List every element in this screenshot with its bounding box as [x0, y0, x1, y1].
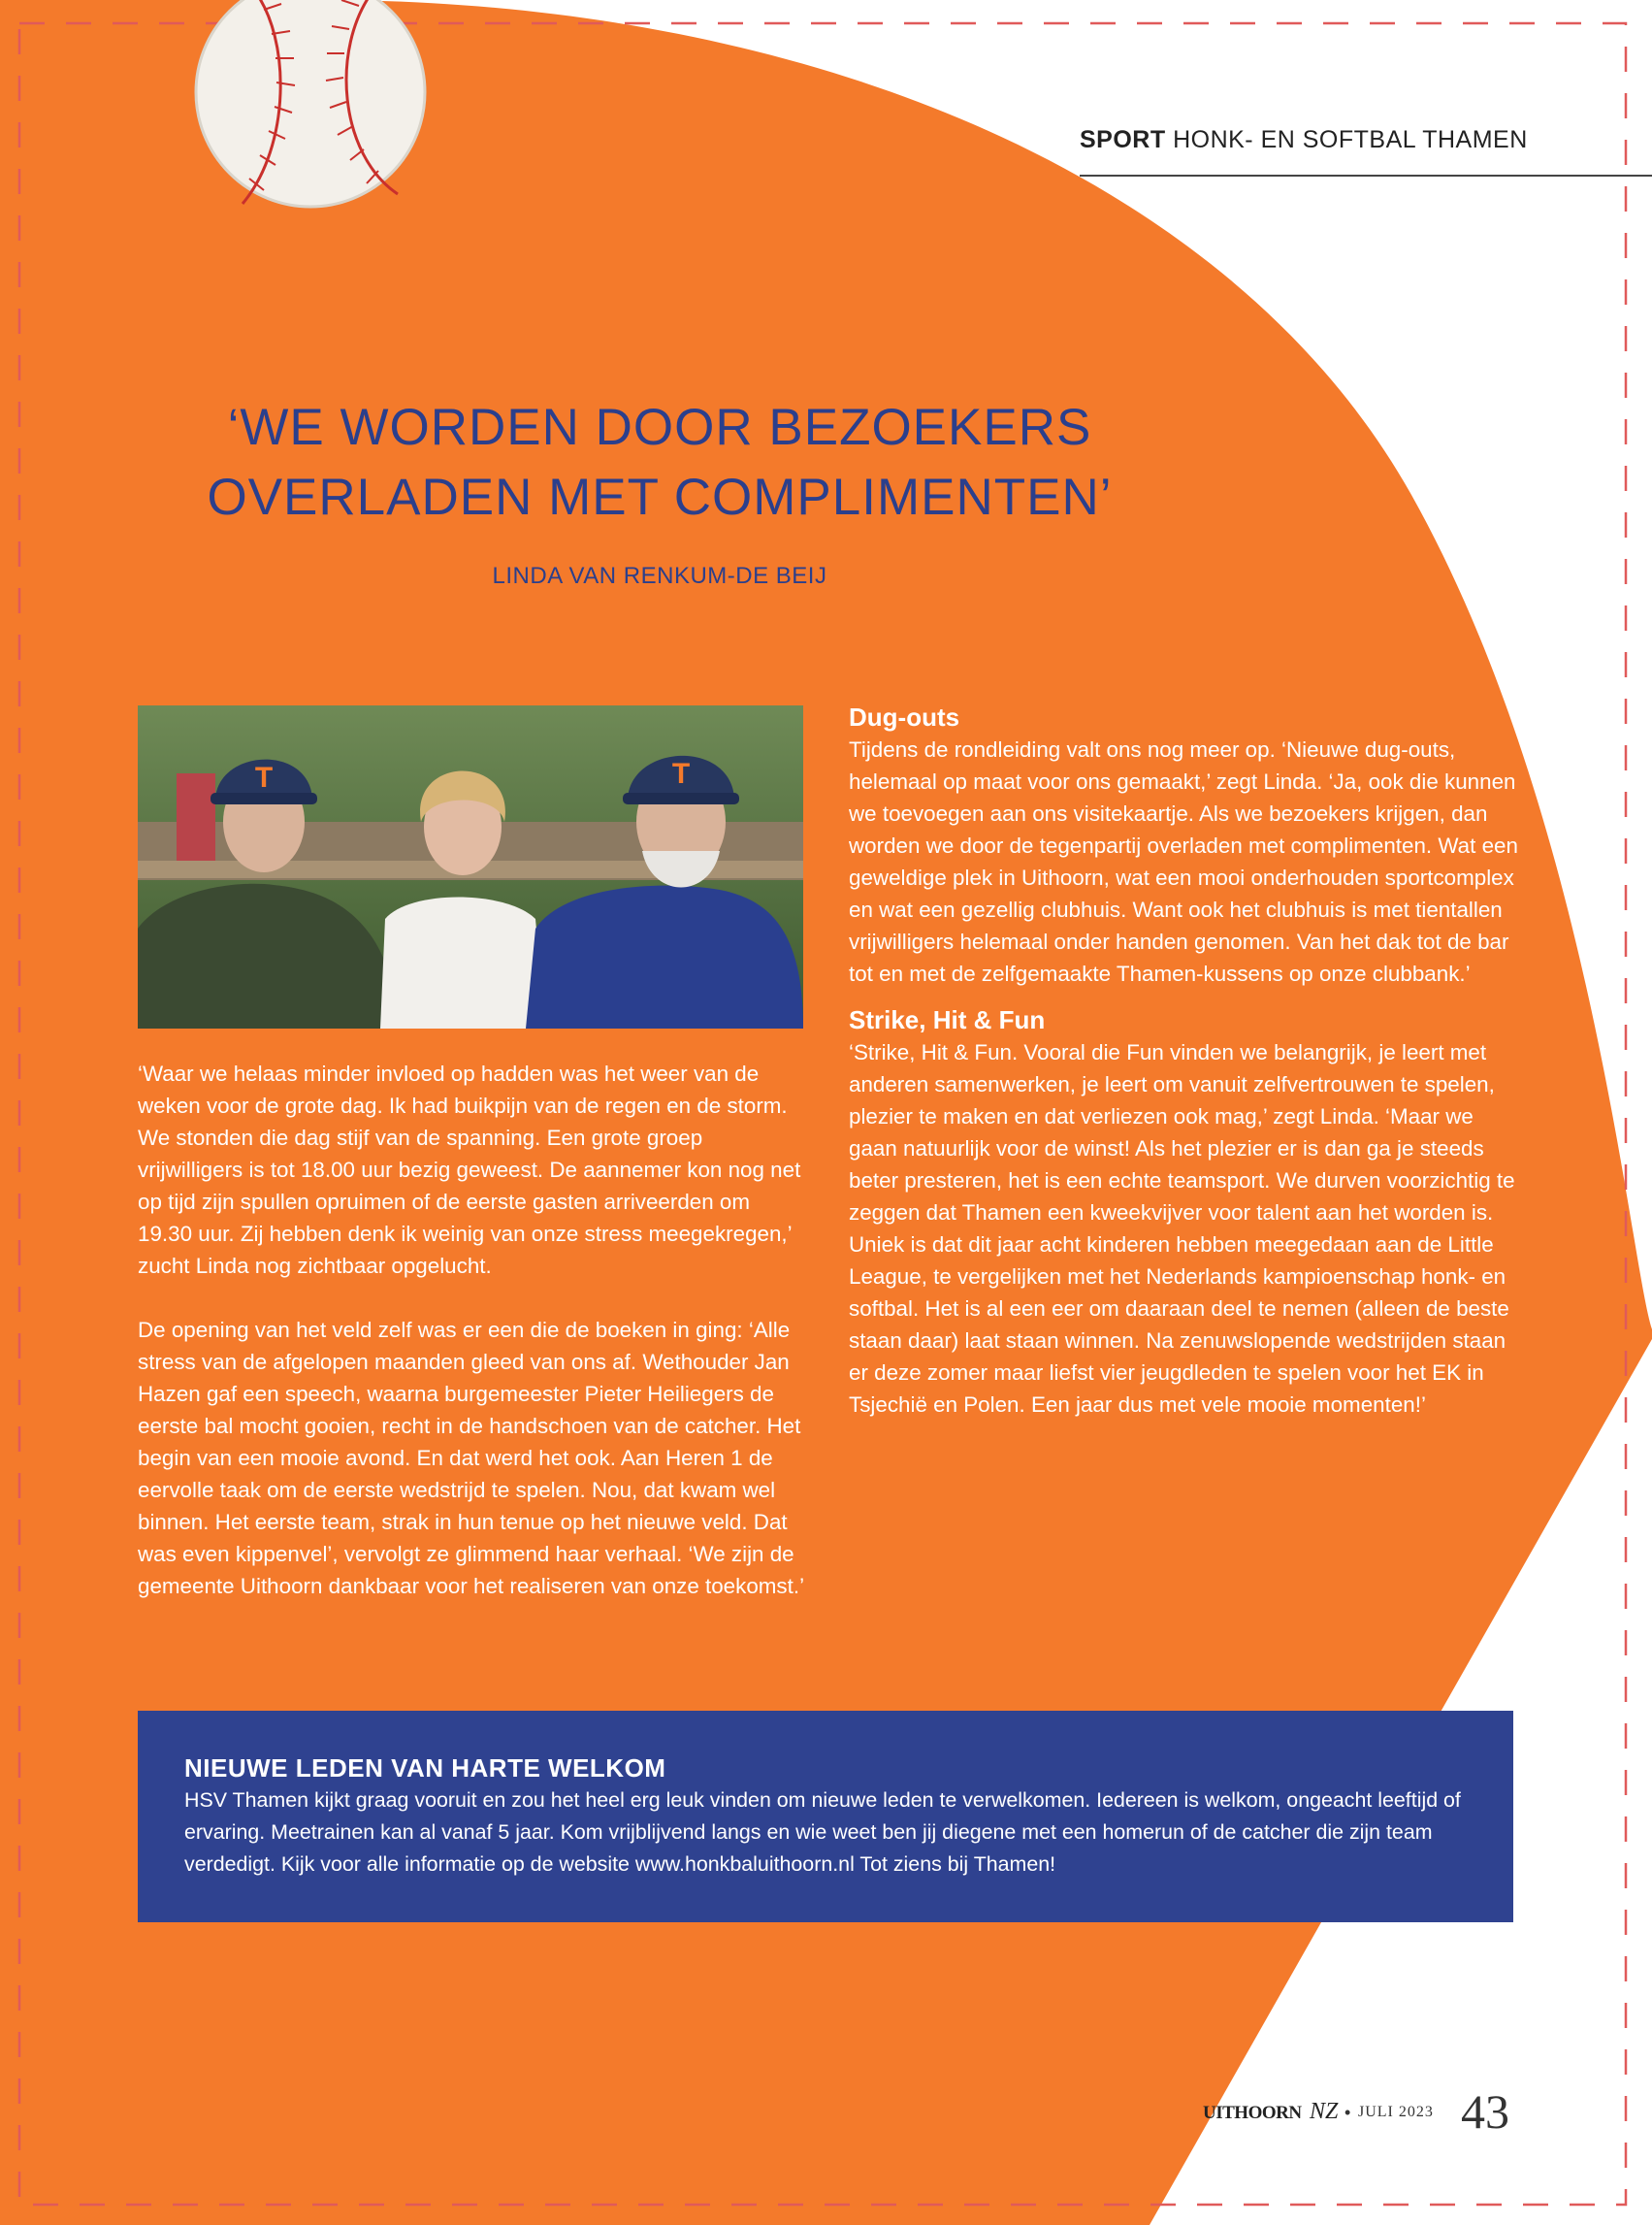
title-line-1: ‘WE WORDEN DOOR BEZOEKERS — [227, 399, 1092, 456]
section-label: SPORT — [1080, 126, 1166, 153]
article-title — [175, 393, 1145, 533]
page-footer — [1203, 2084, 1523, 2140]
section-heading-strike: Strike, Hit & Fun — [849, 1005, 1046, 1034]
page-number: 43 — [1461, 2084, 1509, 2139]
paragraph: Tijdens de rondleiding valt ons nog meer op. ‘Nieuwe dug-outs, helemaal op maat voor ons gemaakt,’ zegt Linda. ‘Ja, ook die kunnen we toevoegen aan ons visitekaartje. Als we bezoekers krijgen, dan worden we door de tegenpartij overladen met complimenten. Wat een geweldige plek in Uithoorn, wat een mooi onderhouden sportcomplex en wat een gezellig clubhuis. Want ook het clubhuis is met tientallen vrijwilligers helemaal onder handen genomen. Van het dak tot de bar tot en met de zelfgemaakte Thamen-kussens op onze clubbank.’ — [849, 737, 1518, 986]
paragraph: De opening van het veld zelf was er een die de boeken in ging: ‘Alle stress van de afgelopen maanden gleed van ons af. Wethouder Jan Hazen gaf een speech, waarna burgemeester Pieter Heiliegers de eerste bal mocht gooien, recht in de handschoen van de catcher. Het begin van een mooie avond. En dat werd het ook. Aan Heren 1 de eervolle taak om de eerste wedstrijd te spelen. Nou, dat kwam wel binnen. Het eerste team, strak in hun tenue op het nieuwe veld. Dat was even kippenvel’, vervolgt ze glimmend haar verhaal. ‘We zijn de gemeente Uithoorn dankbaar voor het realiseren van onze toekomst.’ — [138, 1318, 805, 1598]
issue-date: JULI 2023 — [1358, 2104, 1434, 2120]
article-photo — [138, 705, 803, 1029]
baseball-icon — [196, 0, 425, 207]
info-box-text: HSV Thamen kijkt graag vooruit en zou het heel erg leuk vinden om nieuwe leden te verwelkomen. Iedereen is welkom, ongeacht leeftijd of ervaring. Meetrainen kan al vanaf 5 jaar. Kom vrijblijvend langs en wie weet ben jij diegene met een homerun of de catcher die zijn team verdedigt. Kijk voor alle informatie op de website www.honkbaluithoorn.nl Tot ziens bij Thamen! — [184, 1788, 1461, 1876]
left-column — [138, 1058, 807, 1634]
title-line-2: OVERLADEN MET COMPLIMENTEN’ — [207, 469, 1113, 526]
section-heading-dugouts: Dug-outs — [849, 703, 960, 732]
right-column — [849, 701, 1518, 1434]
section-header — [1080, 126, 1652, 154]
cap-logo: T — [254, 762, 274, 794]
footer-separator: • — [1344, 2103, 1351, 2122]
info-box-heading: NIEUWE LEDEN VAN HARTE WELKOM — [184, 1753, 666, 1783]
article-author: LINDA VAN RENKUM-DE BEIJ — [492, 563, 827, 589]
header-rule — [1080, 175, 1652, 177]
section-subject: HONK- EN SOFTBAL THAMEN — [1173, 126, 1528, 153]
magazine-brand: UITHOORN — [1203, 2103, 1302, 2123]
paragraph: ‘Strike, Hit & Fun. Vooral die Fun vinden we belangrijk, je leert met anderen samenwerken, je leert om vanuit zelfvertrouwen te spelen, plezier te maken en dat verliezen ook mag,’ zegt Linda. ‘Maar we gaan natuurlijk voor de winst! Als het plezier er is dan ga je steeds beter presteren, het is een echte teamsport. We durven voorzichtig te zeggen dat Thamen een kweekvijver voor talent aan het worden is. Uniek is dat dit jaar acht kinderen hebben meegedaan aan de Little League, te vergelijken met het Nederlands kampioenschap honk- en softbal. Het is al een eer om daaraan deel te nemen (alleen de beste staan daar) laat staan winnen. Na zenuwslopende wedstrijden staan er deze zomer maar liefst vier jeugdleden te spelen voor het EK in Tsjechië en Polen. Een jaar dus met vele mooie momenten!’ — [849, 1040, 1515, 1417]
paragraph: ‘Waar we helaas minder invloed op hadden was het weer van de weken voor de grote dag. Ik had buikpijn van de regen en de storm. We stonden die dag stijf van de spanning. Een grote groep vrijwilligers is tot 18.00 uur bezig geweest. De aannemer kon nog net op tijd zijn spullen opruimen of de eerste gasten arriveerden om 19.30 uur. Zij hebben denk ik weinig van onze stress meegekregen,’ zucht Linda nog zichtbaar opgelucht. — [138, 1062, 801, 1278]
info-box — [138, 1711, 1513, 1922]
magazine-logo: NZ — [1310, 2099, 1339, 2124]
cap-logo: T — [671, 758, 691, 790]
